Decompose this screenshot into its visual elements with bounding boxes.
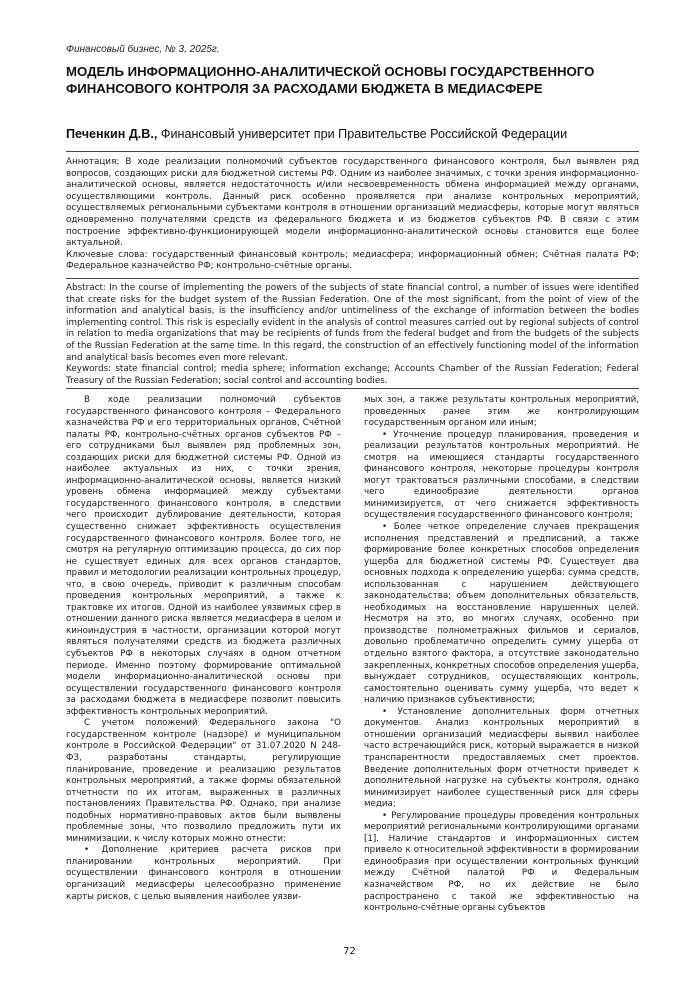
page-number: 72 xyxy=(343,946,356,957)
list-item: • Регулирование процедуры проведения контрольных мероприятий региональными контролирующими органами [1]. Наличие стандартов и информационных систем привело к относительной эффективности в формировании единообразия при осуществлении контрольных функций между Счётной палатой РФ и Федеральным казначейством РФ, но их действие не было распространено с такой же эффективностью на контрольно-счётные органы субъектов xyxy=(364,810,639,914)
divider-middle xyxy=(66,278,639,279)
author-name: Печенкин Д.В., xyxy=(66,127,158,141)
author-affiliation: Финансовый университет при Правительстве Российской Федерации xyxy=(157,127,568,141)
divider-bottom xyxy=(66,388,639,389)
abstract-ru: Аннотация: В ходе реализации полномочий субъектов государственного финансового контроля, был выявлен ряд вопросов, создающих риски для бюджетной системы РФ. Одним из наиболее значимых, с точки зрения информационно-аналитической основы, является недостаточность и/или несвоевременность обмена информацией между органами, осуществляющими контроль. Данный риск особенно проявляется при анализе контрольных мероприятий, осуществляемых региональными субъектами контроля в отношении организаций медиасферы, которые могут являться одновременно получателями средств из федерального бюджета и из бюджетов субъектов РФ. В связи с этим построение эффективно-функционирующей модели информационно-аналитической основы становится еще более актуальной. xyxy=(66,157,639,249)
list-item: • Уточнение процедур планирования, проведения и реализации результатов контрольных мероприятий. Не смотря на имеющиеся стандарты государственного финансового контроля, некоторые процедуры контроля могут трактоваться различными способами, в следствии чего единообразие деятельности органов минимизируется, от чего снижается эффективность осуществления государственного финансового контроля; xyxy=(364,429,639,521)
keywords-en: Keywords: state financial control; media sphere; information exchange; Accounts Chamber of the Russian Federation; Federal Treasury of the Russian Federation; social control and accounting bodies. xyxy=(66,364,639,386)
abstract-en: Abstract: In the course of implementing the powers of the subjects of state financial control, a number of issues were identified that create risks for the budget system of the Russian Federation. One of the most significant, from the point of view of the information and analytical basis, is the insufficiency and/or untimeliness of the exchange of information between the bodies implementing control. This risk is especially evident in the analysis of control measures carried out by regional subjects of control in relation to media organizations that may be recipients of funds from the federal budget and from the budgets of the subjects of the Russian Federation at the same time. In this regard, the construction of an effectively functioning model of the information and analytical basis becomes even more relevant. xyxy=(66,283,639,363)
list-item: • Более четкое определение случаев прекращения исполнения представлений и предписаний, а также формирование более конкретных способов определения ущерба для бюджетной системы РФ. Существует два основных подхода к определению ущерба: сумма средств, использованная с нарушением действующего законодательства; объем дополнительных обязательств, необходимых на восстановление нарушенных целей. Несмотря на это, во многих случаях, особенно при производстве полнометражных фильмов и сериалов, довольно проблематично определить сумму ущерба от отдельно взятого фактора, а отсутствие законодательно закрепленных, конкретных способов определения ущерба, вынуждает сотрудников, осуществляющих контроль, самостоятельно оценивать сумму ущерба, что ведет к наличию признаков субъективности; xyxy=(364,522,639,706)
list-item: • Установление дополнительных форм отчетных документов. Анализ контрольных мероприятий в отношении организаций медиасферы выявил наиболее часто встречающийся риск, который выражается в низкой транспарентности предоставляемых смет проектов. Введение дополнительных форм отчетности приведет к дополнительной нагрузке на субъекты контроля, однако минимизирует наиболее существенный риск для сферы медиа; xyxy=(364,706,639,810)
body-paragraph: В ходе реализации полномочий субъектов государственного финансового контроля – Федерального казначейства РФ и его территориальных органов, Счётной палаты РФ, контрольно-счётных органов субъектов РФ – его сотрудниками был выявлен ряд проблемных зон, создающих риски для бюджетной системы РФ. Одной из наиболее актуальных из них, с точки зрения, информационно-аналитической основы, является низкий уровень обмена информацией между субъектами государственного финансового контроля, в следствии чего происходит дублирование деятельности, которая существенно снижает эффективность осуществления государственного финансового контроля. Более того, не смотря на регулярную оптимизацию процесса, до сих пор не существует единых для всех органов стандартов, правил и методологии реализации контрольных процедур, что, в свою очередь, приводит к различным способам проведения контрольных мероприятий, а также к трактовке их итогов. Одной из наиболее уязвимых сфер в отношении данного риска является медиасфера в целом и кинoиндустрия в частности, организации которой могут являться получателями средств из бюджета различных субъектов РФ в некоторых случаях в одном отчетном периоде. Именно поэтому формирование оптимальной модели информационно-аналитической основы при осуществлении государственного финансового контроля за расходами бюджета в медиасфере позволит повысить эффективность контрольных мероприятий. xyxy=(66,395,341,717)
author-line xyxy=(66,127,567,141)
keywords-ru: Ключевые слова: государственный финансовый контроль; медиасфера; информационный обмен; Счётная палата РФ; Федеральное казначейство РФ; контрольно-счётные органы. xyxy=(66,249,639,272)
body-column-right xyxy=(364,395,639,915)
divider-top xyxy=(66,151,639,152)
abstract-en-block xyxy=(66,283,639,387)
body-paragraph: С учетом положений Федерального закона "О государственном контроле (надзоре) и муниципальном контроле в Российской Федерации" от 31.07.2020 N 248-ФЗ, разработаны стандарты, регулирующие планирование, проведение и реализацию результатов контрольных мероприятий, а также формы обязательной отчетности по их итогам, выраженных в различных постановлениях Правительства РФ. Однако, при анализе подобных нормативно-правовых актов были выявлены проблемные зоны, что позволило предложить пути их минимизации, к числу которых можно отнести: xyxy=(66,718,341,844)
list-item: • Дополнение критериев расчета рисков при планировании контрольных мероприятий. При осуществлении финансового контроля в отношении организаций медиасферы целесообразно применение карты рисков, с целью выявления наиболее уязви- xyxy=(66,845,341,902)
abstract-ru-block xyxy=(66,157,639,273)
article-title: МОДЕЛЬ ИНФОРМАЦИОННО-АНАЛИТИЧЕСКОЙ ОСНОВЫ ГОСУДАРСТВЕННОГО ФИНАНСОВОГО КОНТРОЛЯ ЗА РАСХОДАМИ БЮДЖЕТА В МЕДИАСФЕРЕ xyxy=(66,64,595,96)
journal-header: Финансовый бизнес, № 3, 2025г. xyxy=(66,44,220,55)
body-paragraph: мых зон, а также результаты контрольных мероприятий, проведенных ранее этим же контролирующим государственным органом или иным; xyxy=(364,395,639,429)
body-column-left xyxy=(66,395,341,903)
